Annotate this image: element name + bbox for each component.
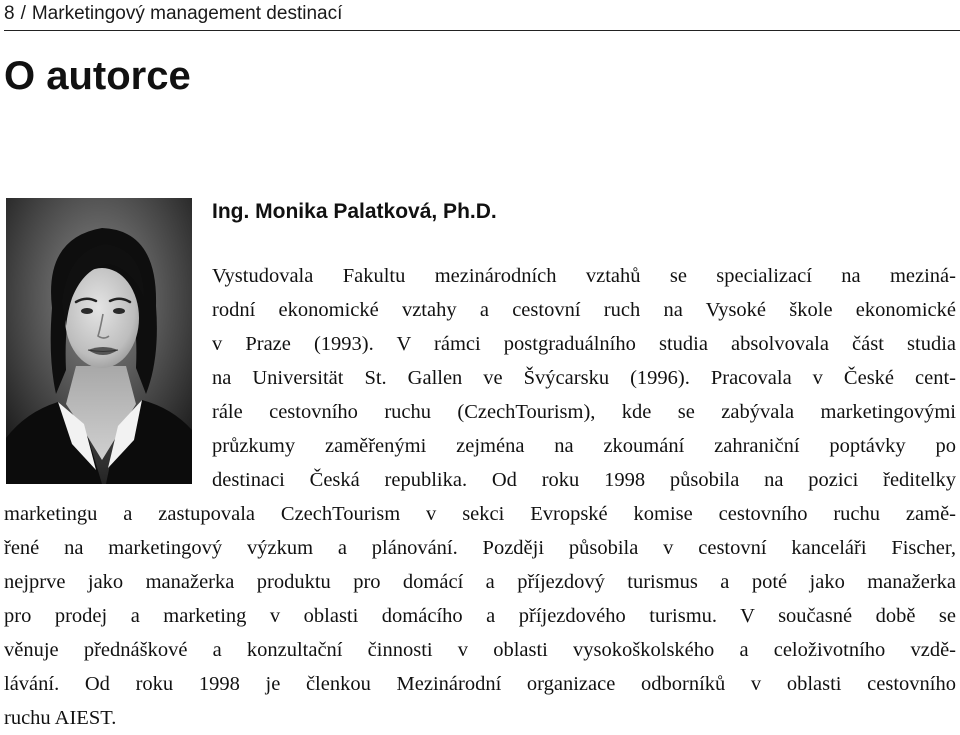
author-name: Ing. Monika Palatková, Ph.D. <box>212 200 497 223</box>
running-header <box>4 2 960 31</box>
bio-line: ruchu AIEST. <box>4 707 117 729</box>
bio-line: pro prodej a marketing v oblasti domácího a příjezdového turismu. V současné době se <box>4 605 956 627</box>
bio-line: Vystudovala Fakultu mezinárodních vztahů se specializací na meziná- <box>212 265 956 287</box>
bio-line: destinaci Česká republika. Od roku 1998 působila na pozici ředitelky <box>212 469 956 491</box>
bio-line: marketingu a zastupovala CzechTourism v sekci Evropské komise cestovního ruchu zamě- <box>4 503 956 525</box>
bio-line: rodní ekonomické vztahy a cestovní ruch na Vysoké škole ekonomické <box>212 299 956 321</box>
author-portrait <box>6 198 192 484</box>
bio-line: řené na marketingový výzkum a plánování. Později působila v cestovní kanceláři Fischer, <box>4 537 956 559</box>
bio-line: v Praze (1993). V rámci postgraduálního studia absolvovala část studia <box>212 333 956 355</box>
book-title: Marketingový management destinací <box>31 3 343 24</box>
bio-line: nejprve jako manažerka produktu pro domácí a příjezdový turismus a poté jako manažerka <box>4 571 956 593</box>
bio-line: věnuje přednáškové a konzultační činnosti v oblasti vysokoškolského a celoživotního vzdě- <box>4 639 956 661</box>
header-separator: / <box>20 3 26 24</box>
bio-line: rále cestovního ruchu (CzechTourism), kde se zabývala marketingovými <box>212 401 956 423</box>
bio-line: na Universität St. Gallen ve Švýcarsku (1996). Pracovala v České cent- <box>212 367 956 389</box>
bio-line: lávání. Od roku 1998 je členkou Mezinárodní organizace odborníků v oblasti cestovního <box>4 673 956 695</box>
chapter-title: O autorce <box>4 54 191 98</box>
bio-line: průzkumy zaměřenými zejména na zkoumání zahraniční poptávky po <box>212 435 956 457</box>
page-number: 8 <box>4 3 15 24</box>
